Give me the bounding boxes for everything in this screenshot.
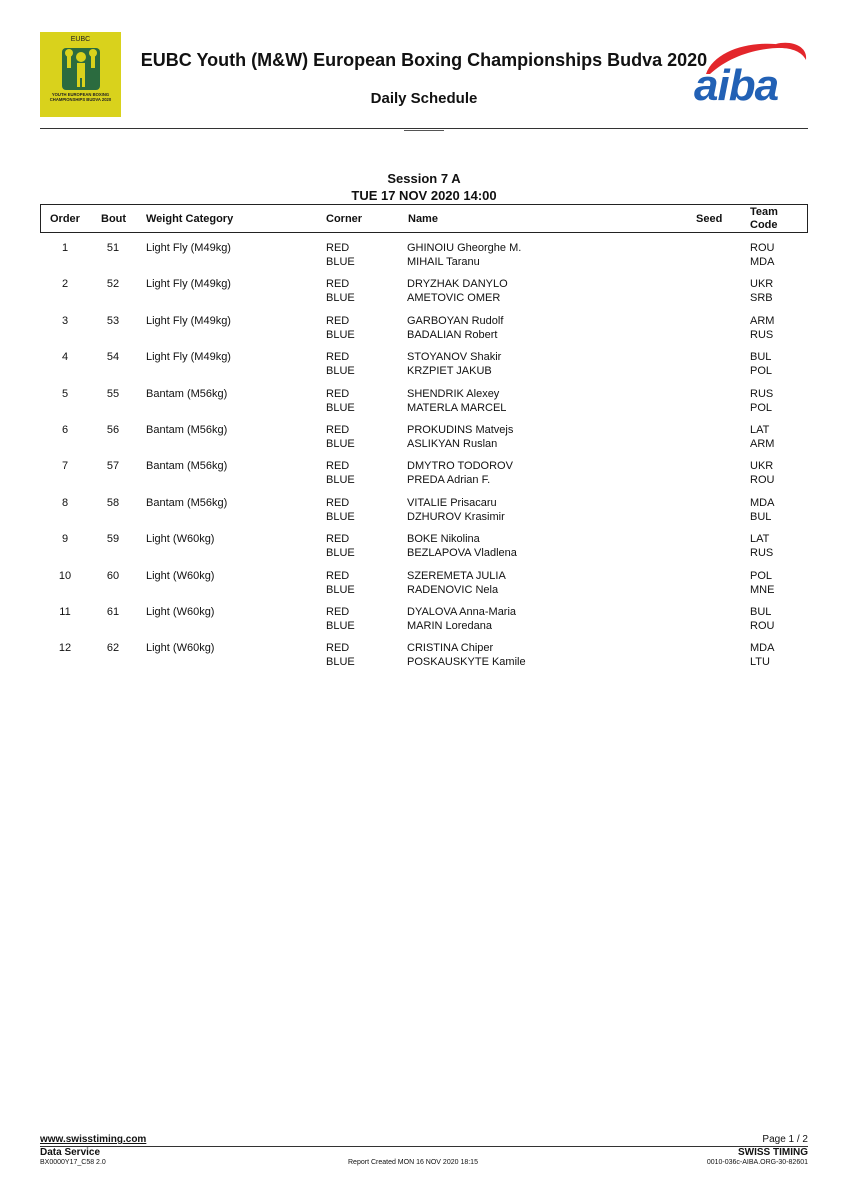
red-boxer-name: GARBOYAN Rudolf	[407, 314, 504, 327]
column-header-team-code	[750, 206, 778, 232]
red-corner-label: RED	[326, 569, 350, 582]
table-row	[40, 532, 808, 568]
aiba-wordmark: aiba	[694, 61, 779, 110]
red-corner-label: RED	[326, 533, 350, 546]
blue-boxer-name: MIHAIL Taranu	[407, 256, 480, 268]
blue-corner-label: BLUE	[326, 437, 355, 450]
bout-order: 9	[61, 533, 69, 546]
blue-corner-label: BLUE	[326, 619, 355, 632]
weight-category: Light (W60kg)	[146, 533, 215, 546]
bout-number: 58	[106, 496, 120, 509]
table-header	[40, 204, 808, 233]
blue-boxer-name: POSKAUSKYTE Kamile	[407, 656, 526, 669]
red-boxer-name: STOYANOV Shakir	[407, 351, 502, 364]
blue-corner-label: BLUE	[326, 656, 355, 669]
blue-boxer-name: BEZLAPOVA Vladlena	[407, 547, 517, 560]
blue-boxer-name: DZHUROV Krasimir	[407, 510, 505, 523]
eubc-logo-top-text: EUBC	[70, 36, 91, 43]
weight-category: Light Fly (M49kg)	[146, 278, 231, 291]
red-team-code: POL	[750, 569, 773, 582]
blue-corner-label: BLUE	[326, 401, 355, 414]
blue-corner-label: BLUE	[326, 583, 355, 596]
bout-order: 3	[61, 314, 69, 327]
column-header-team-line: Team	[750, 206, 778, 218]
weight-category: Bantam (M56kg)	[146, 387, 228, 400]
red-team-code: LAT	[750, 533, 770, 546]
bout-order: 11	[59, 605, 71, 618]
weight-category: Light Fly (M49kg)	[146, 242, 231, 254]
bout-order: 8	[61, 496, 69, 509]
red-team-code: MDA	[750, 642, 775, 655]
bout-number: 56	[106, 423, 120, 436]
eubc-logo-bottom-text: YOUTH EUROPEAN BOXING CHAMPIONSHIPS BUDVA 2020	[49, 92, 112, 102]
blue-team-code: POL	[750, 401, 773, 414]
footer-data-service: Data Service	[40, 1147, 101, 1158]
red-corner-label: RED	[326, 314, 350, 327]
blue-team-code: LTU	[750, 656, 770, 669]
blue-team-code: MNE	[750, 583, 775, 596]
blue-team-code: BUL	[750, 510, 772, 523]
red-boxer-name: DMYTRO TODOROV	[407, 460, 513, 473]
table-row	[40, 496, 808, 532]
red-corner-label: RED	[326, 642, 350, 655]
table-row	[40, 569, 808, 605]
footer-page-number: Page 1 / 2	[762, 1134, 808, 1145]
footer-website-link[interactable]: www.swisstiming.com	[40, 1134, 147, 1145]
red-team-code: LAT	[750, 423, 770, 436]
weight-category: Light (W60kg)	[146, 605, 215, 618]
bout-order: 2	[61, 278, 69, 291]
weight-category: Bantam (M56kg)	[146, 496, 228, 509]
red-corner-label: RED	[326, 351, 350, 364]
red-corner-label: RED	[326, 460, 350, 473]
blue-boxer-name: AMETOVIC OMER	[407, 292, 501, 305]
bout-order: 10	[58, 569, 72, 582]
red-team-code: RUS	[750, 387, 774, 400]
red-boxer-name: BOKE Nikolina	[407, 533, 480, 546]
red-team-code: BUL	[750, 351, 772, 364]
bout-number: 52	[106, 278, 120, 291]
bout-number: 57	[106, 460, 120, 473]
blue-corner-label: BLUE	[326, 547, 355, 560]
red-team-code: UKR	[750, 460, 774, 473]
page-title: EUBC Youth (M&W) European Boxing Championships Budva 2020	[140, 50, 708, 70]
red-boxer-name: DYALOVA Anna-Maria	[407, 605, 517, 618]
weight-category: Light Fly (M49kg)	[146, 351, 231, 364]
table-row	[40, 605, 808, 641]
table-row	[40, 350, 808, 386]
column-header-order: Order	[50, 213, 80, 225]
table-row	[40, 314, 808, 350]
bout-order: 1	[61, 242, 69, 254]
red-boxer-name: GHINOIU Gheorghe M.	[407, 242, 522, 254]
blue-team-code: MDA	[750, 256, 775, 268]
blue-boxer-name: RADENOVIC Nela	[407, 583, 499, 596]
bout-list	[40, 241, 808, 678]
blue-boxer-name: ASLIKYAN Ruslan	[407, 437, 498, 450]
red-team-code: BUL	[750, 605, 772, 618]
footer-brand: SWISS TIMING	[738, 1147, 808, 1158]
header-divider	[40, 128, 808, 129]
bout-order: 6	[61, 423, 69, 436]
blue-corner-label: BLUE	[326, 328, 355, 341]
footer-report-created: Report Created MON 16 NOV 2020 18:15	[348, 1159, 478, 1166]
table-row	[40, 277, 808, 313]
header-divider-accent	[404, 130, 444, 131]
blue-boxer-name: PREDA Adrian F.	[407, 474, 491, 487]
blue-boxer-name: MATERLA MARCEL	[407, 401, 507, 414]
bout-number: 54	[106, 351, 120, 364]
column-header-seed: Seed	[696, 213, 723, 225]
bout-number: 55	[106, 387, 120, 400]
table-row	[40, 459, 808, 495]
blue-team-code: ROU	[750, 619, 775, 632]
weight-category: Bantam (M56kg)	[146, 460, 228, 473]
red-boxer-name: DRYZHAK DANYLO	[407, 278, 508, 291]
blue-team-code: RUS	[750, 328, 774, 341]
column-header-bout: Bout	[101, 213, 127, 225]
column-header-weight-category: Weight Category	[146, 213, 234, 225]
bout-order: 5	[61, 387, 69, 400]
footer-document-code: BX0000Y17_C58 2.0	[40, 1159, 106, 1166]
weight-category: Bantam (M56kg)	[146, 423, 228, 436]
bout-order: 7	[61, 460, 69, 473]
red-corner-label: RED	[326, 242, 350, 254]
blue-corner-label: BLUE	[326, 292, 355, 305]
red-boxer-name: SZEREMETA JULIA	[407, 569, 506, 582]
footer-divider	[40, 1146, 808, 1147]
blue-corner-label: BLUE	[326, 474, 355, 487]
column-header-code-line: Code	[750, 219, 778, 231]
red-team-code: ARM	[750, 314, 775, 327]
table-row	[40, 241, 808, 277]
blue-corner-label: BLUE	[326, 365, 355, 378]
red-boxer-name: CRISTINA Chiper	[407, 642, 494, 655]
table-row	[40, 387, 808, 423]
table-row	[40, 423, 808, 459]
session-datetime: TUE 17 NOV 2020 14:00	[351, 188, 497, 203]
bout-number: 53	[106, 314, 120, 327]
blue-corner-label: BLUE	[326, 510, 355, 523]
weight-category: Light (W60kg)	[146, 642, 215, 655]
red-boxer-name: VITALIE Prisacaru	[407, 496, 497, 509]
red-boxer-name: SHENDRIK Alexey	[407, 387, 500, 400]
column-header-name: Name	[408, 213, 438, 225]
blue-boxer-name: KRZPIET JAKUB	[407, 365, 492, 378]
weight-category: Light Fly (M49kg)	[146, 314, 231, 327]
red-corner-label: RED	[326, 423, 350, 436]
blue-boxer-name: MARIN Loredana	[407, 619, 492, 632]
column-header-corner: Corner	[326, 213, 363, 225]
page-subtitle: Daily Schedule	[370, 90, 478, 107]
bout-order: 12	[58, 642, 72, 655]
bout-number: 51	[106, 242, 120, 254]
table-row	[40, 641, 808, 677]
weight-category: Light (W60kg)	[146, 569, 215, 582]
red-corner-label: RED	[326, 278, 350, 291]
blue-team-code: ROU	[750, 474, 775, 487]
red-team-code: ROU	[750, 242, 775, 254]
bout-number: 62	[106, 642, 120, 655]
red-corner-label: RED	[326, 387, 350, 400]
red-corner-label: RED	[326, 605, 350, 618]
bout-number: 59	[106, 533, 120, 546]
red-boxer-name: PROKUDINS Matvejs	[407, 423, 514, 436]
blue-boxer-name: BADALIAN Robert	[407, 328, 498, 341]
bout-number: 60	[106, 569, 120, 582]
blue-team-code: SRB	[750, 292, 773, 305]
red-team-code: MDA	[750, 496, 775, 509]
footer-reference: 0010-036c-AIBA.ORG-30-82601	[706, 1159, 808, 1166]
bout-order: 4	[61, 351, 69, 364]
blue-corner-label: BLUE	[326, 256, 355, 268]
bout-number: 61	[106, 605, 120, 618]
red-team-code: UKR	[750, 278, 774, 291]
session-name: Session 7 A	[387, 171, 461, 186]
blue-team-code: RUS	[750, 547, 774, 560]
blue-team-code: POL	[750, 365, 773, 378]
blue-team-code: ARM	[750, 437, 775, 450]
red-corner-label: RED	[326, 496, 350, 509]
